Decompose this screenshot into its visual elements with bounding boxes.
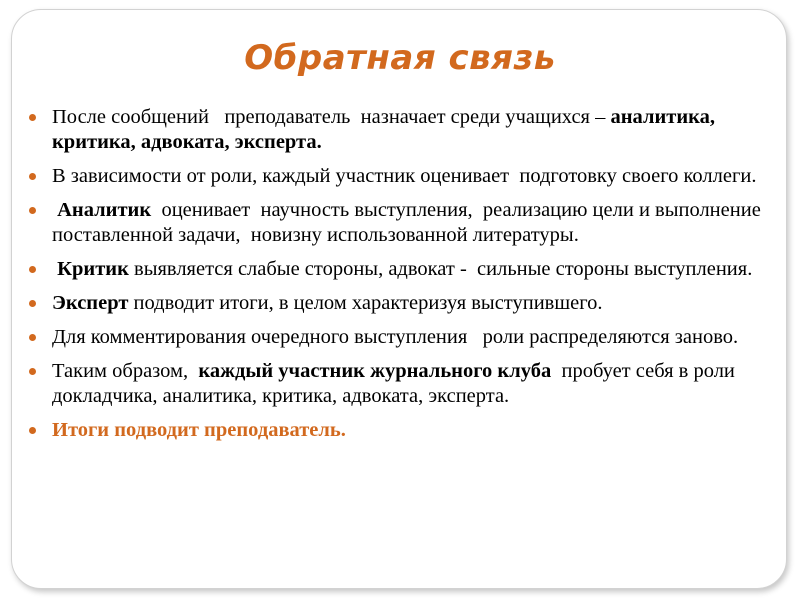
item-text-bold: каждый участник журнального клуба — [198, 360, 552, 382]
item-text-bold-accent: Итоги подводит преподаватель. — [52, 419, 346, 441]
item-text-bold: Эксперт — [52, 292, 129, 314]
bullet-list — [28, 105, 773, 452]
item-text: подводит итоги, в целом характеризуя выступившего. — [128, 292, 603, 314]
list-item — [28, 418, 773, 443]
item-text-bold: Критик — [52, 258, 129, 280]
bullet-dot-icon — [29, 114, 36, 121]
list-item — [28, 164, 773, 189]
list-item — [28, 105, 773, 155]
list-item — [28, 359, 773, 409]
item-text: Таким образом, — [52, 360, 199, 382]
bullet-dot-icon — [29, 207, 36, 214]
bullet-dot-icon — [29, 368, 36, 375]
list-item — [28, 257, 773, 282]
item-text: После сообщений преподаватель назначает среди учащихся – — [52, 106, 611, 128]
bullet-dot-icon — [29, 266, 36, 273]
item-text: оценивает научность выступления, реализацию цели и выполнение поставленной задачи, новизну использованной литературы. — [52, 199, 766, 246]
item-text: Для комментирования очередного выступления роли распределяются заново. — [52, 326, 739, 348]
slide-title: Обратная связь — [244, 38, 556, 78]
bullet-dot-icon — [29, 334, 36, 341]
list-item — [28, 325, 773, 350]
item-text-bold: аналитика, критика, адвоката, эксперта. — [52, 106, 716, 153]
list-item — [28, 291, 773, 316]
item-text-bold: Аналитик — [52, 199, 152, 221]
bullet-dot-icon — [29, 427, 36, 434]
item-text: пробует себя в роли докладчика, аналитика, критика, адвоката, эксперта. — [52, 360, 741, 407]
item-text: выявляется слабые стороны, адвокат - сильные стороны выступления. — [128, 258, 753, 280]
bullet-dot-icon — [29, 300, 36, 307]
bullet-dot-icon — [29, 173, 36, 180]
item-text: В зависимости от роли, каждый участник оценивает подготовку своего коллеги. — [52, 165, 757, 187]
list-item — [28, 198, 773, 248]
